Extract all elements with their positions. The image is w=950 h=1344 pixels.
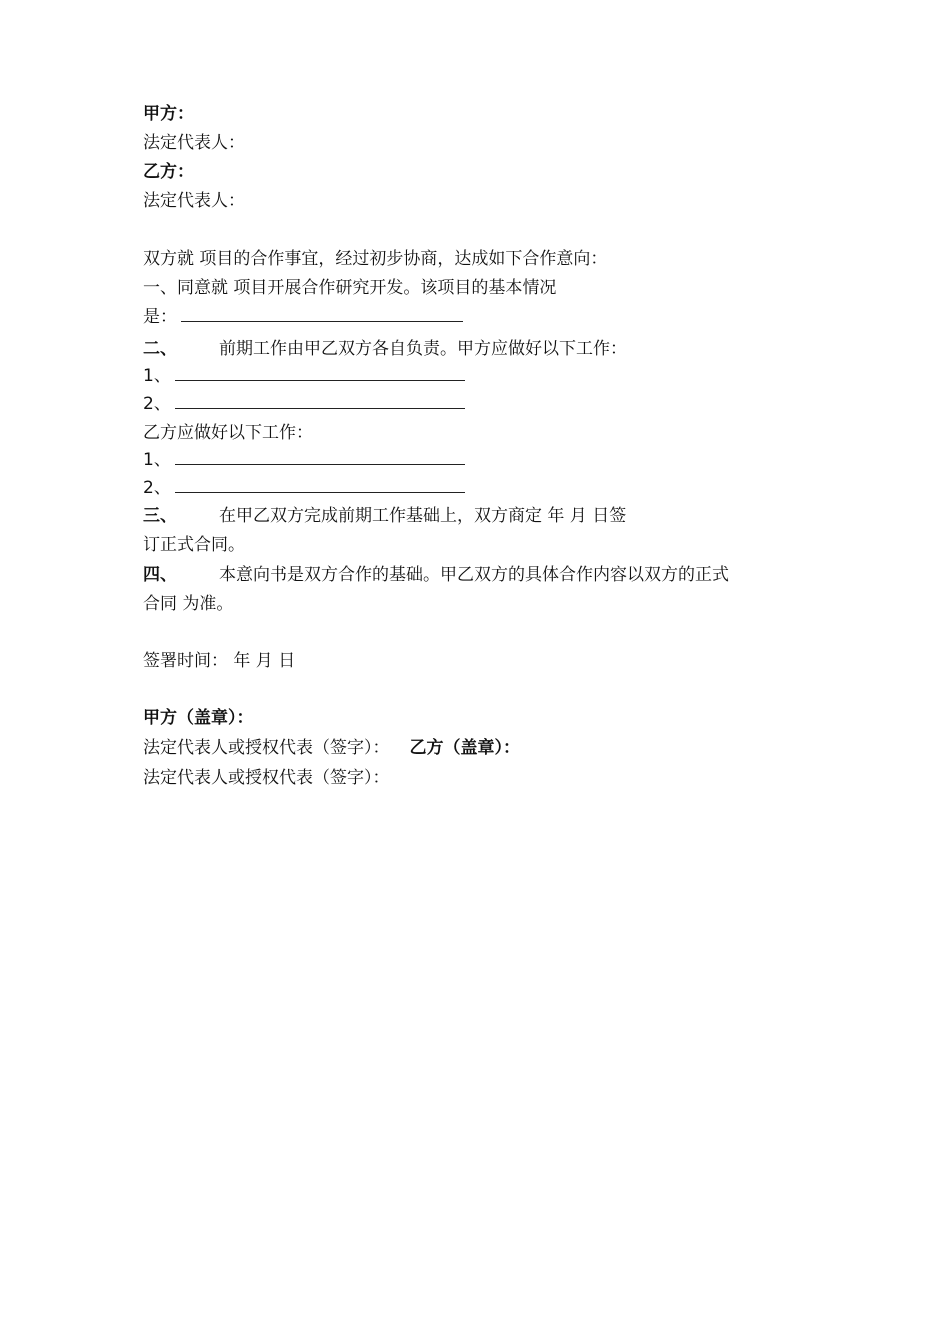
task-number: 2、 <box>143 478 171 498</box>
blank-line <box>181 303 463 322</box>
section-2-line <box>143 335 627 363</box>
section-3-number: 三、 <box>143 506 177 526</box>
section-1-label: 是： <box>143 307 177 327</box>
section-2-text: 前期工作由甲乙双方各自负责。甲方应做好以下工作： <box>219 339 627 359</box>
party-b-label: 乙方： <box>143 162 194 182</box>
party-b-task-title: 乙方应做好以下工作： <box>143 423 313 443</box>
blank-line <box>175 474 465 493</box>
section-3-line <box>143 502 626 530</box>
section-1-line-2 <box>143 303 463 331</box>
party-b-task-1 <box>143 446 465 474</box>
party-a-seal: 甲方（盖章）： <box>143 708 254 728</box>
section-4-continued: 合同 为准。 <box>143 594 234 614</box>
task-number: 2、 <box>143 394 171 414</box>
section-4-line <box>143 561 729 589</box>
section-4-number: 四、 <box>143 565 177 585</box>
section-3-continued: 订正式合同。 <box>143 535 245 555</box>
blank-line <box>175 446 465 465</box>
section-2-number: 二、 <box>143 339 177 359</box>
party-a-task-1 <box>143 362 465 390</box>
task-number: 1、 <box>143 366 171 386</box>
representative-signature-2: 法定代表人或授权代表（签字）： <box>143 768 390 788</box>
section-4-text: 本意向书是双方合作的基础。甲乙双方的具体合作内容以双方的正式 <box>219 565 729 585</box>
section-3-text: 在甲乙双方完成前期工作基础上，双方商定 年 月 日签 <box>219 506 627 526</box>
task-number: 1、 <box>143 450 171 470</box>
party-a-label: 甲方： <box>143 104 194 124</box>
party-b-task-2 <box>143 474 465 502</box>
signing-time: 签署时间： 年 月 日 <box>143 651 296 671</box>
blank-line <box>175 362 465 381</box>
intro-paragraph: 双方就 项目的合作事宜，经过初步协商，达成如下合作意向： <box>143 249 608 269</box>
representative-signature-1: 法定代表人或授权代表（签字）： <box>143 738 390 758</box>
blank-line <box>175 390 465 409</box>
party-b-representative: 法定代表人： <box>143 191 245 211</box>
party-b-seal: 乙方（盖章）： <box>409 738 520 758</box>
section-1-line-1: 一、同意就 项目开展合作研究开发。该项目的基本情况 <box>143 278 557 298</box>
party-a-representative: 法定代表人： <box>143 133 245 153</box>
party-a-task-2 <box>143 390 465 418</box>
signature-line-1 <box>143 734 520 762</box>
